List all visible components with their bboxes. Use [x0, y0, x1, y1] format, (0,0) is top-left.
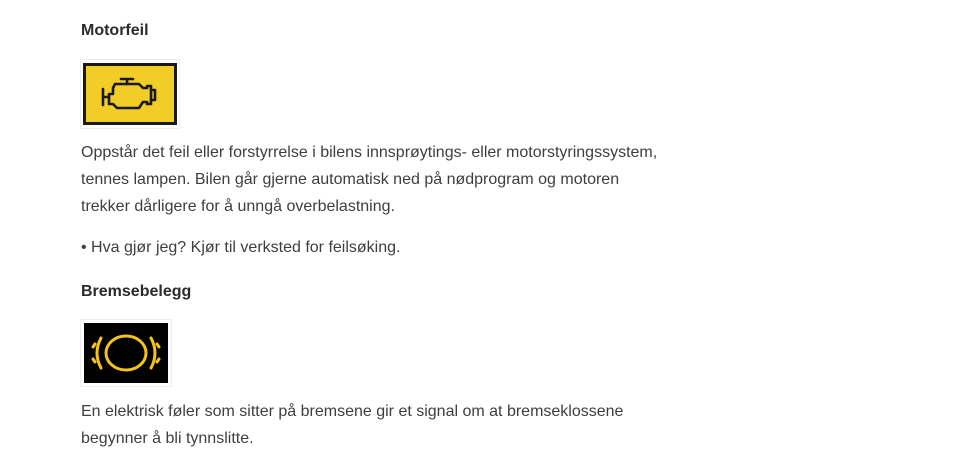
section-heading-motorfeil: Motorfeil — [81, 22, 149, 39]
text-line: tennes lampen. Bilen går gjerne automatisk ned på nødprogram og motoren — [81, 171, 620, 188]
text-line: begynner å bli tynnslitte. — [81, 430, 254, 447]
check-engine-icon — [81, 60, 179, 128]
bullet-motorfeil: • Hva gjør jeg? Kjør til verksted for feilsøking. — [81, 239, 401, 256]
brake-pad-warning-icon — [81, 320, 171, 386]
paragraph-motorfeil — [81, 139, 681, 220]
text-line: trekker dårligere for å unngå overbelastning. — [81, 198, 395, 215]
paragraph-bremsebelegg — [81, 398, 681, 452]
text-line: En elektrisk føler som sitter på bremsene gir et signal om at bremseklossene — [81, 403, 624, 420]
section-heading-bremsebelegg: Bremsebelegg — [81, 283, 192, 300]
text-line: Oppstår det feil eller forstyrrelse i bilens innsprøytings- eller motorstyringssystem, — [81, 144, 658, 161]
